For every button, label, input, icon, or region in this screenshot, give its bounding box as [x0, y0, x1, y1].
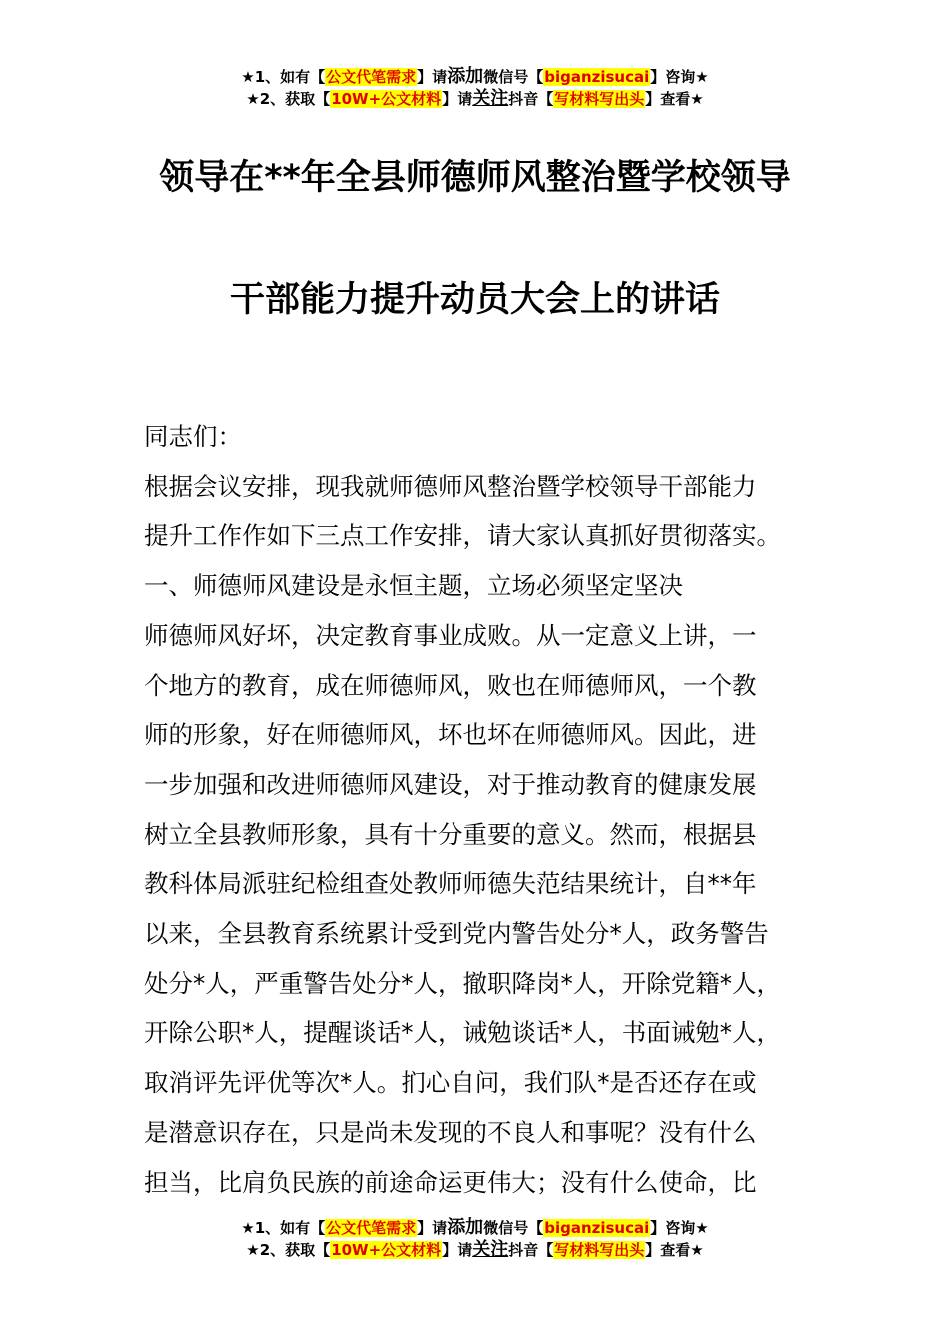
banner-line-1: ★1、如有【公文代笔需求】请添加微信号【biganzisucai】咨询★	[241, 1217, 709, 1238]
body-line: 树立全县教师形象，具有十分重要的意义。然而，根据县	[144, 819, 757, 849]
document-title-line-2: 干部能力提升动员大会上的讲话	[229, 280, 720, 320]
banner-line-2: ★2、获取【10W+公文材料】请关注抖音【写材料写出头】查看★	[246, 88, 704, 109]
body-line: 担当，比肩负民族的前途命运更伟大；没有什么使命，比	[144, 1167, 757, 1197]
body-line: 个地方的教育，成在师德师风，败也在师德师风，一个教	[144, 670, 757, 700]
highlight-wechat-id: biganzisucai	[544, 1219, 650, 1237]
body-line: 提升工作作如下三点工作安排，请大家认真抓好贯彻落实。	[144, 521, 781, 551]
body-line: 一步加强和改进师德师风建设，对于推动教育的健康发展	[144, 769, 757, 799]
document-body	[144, 412, 844, 1207]
highlight-douyin-id: 写材料写出头	[554, 1241, 645, 1259]
body-line: 取消评先评优等次*人。扪心自问，我们队*是否还存在或	[144, 1068, 757, 1098]
body-line: 同志们：	[144, 422, 242, 451]
section-heading: 一、师德师风建设是永恒主题，立场必须坚定坚决	[144, 571, 683, 601]
body-line: 开除公职*人，提醒谈话*人，诫勉谈话*人，书面诫勉*人，	[144, 1018, 781, 1048]
header-banner	[0, 66, 950, 110]
document-title-line-1: 领导在**年全县师德师风整治暨学校领导	[159, 158, 791, 198]
highlight-douyin-id: 写材料写出头	[554, 90, 645, 108]
banner-line-2: ★2、获取【10W+公文材料】请关注抖音【写材料写出头】查看★	[246, 1239, 704, 1260]
body-line: 处分*人，严重警告处分*人，撤职降岗*人，开除党籍*人，	[144, 968, 781, 998]
highlight-wechat-id: biganzisucai	[544, 68, 650, 86]
banner-line-1: ★1、如有【公文代笔需求】请添加微信号【biganzisucai】咨询★	[241, 66, 709, 87]
highlight-service: 公文代笔需求	[326, 68, 417, 86]
body-line: 根据会议安排，现我就师德师风整治暨学校领导干部能力	[144, 471, 757, 501]
body-line: 师的形象，好在师德师风，坏也坏在师德师风。因此，进	[144, 720, 757, 750]
body-line: 教科体局派驻纪检组查处教师师德失范结果统计，自**年	[144, 869, 757, 899]
body-line: 师德师风好坏，决定教育事业成败。从一定意义上讲，一	[144, 620, 757, 650]
footer-banner	[0, 1217, 950, 1261]
highlight-materials: 10W+公文材料	[331, 90, 442, 108]
highlight-materials: 10W+公文材料	[331, 1241, 442, 1259]
body-line: 以来，全县教育系统累计受到党内警告处分*人，政务警告	[144, 919, 769, 949]
highlight-service: 公文代笔需求	[326, 1219, 417, 1237]
body-line: 是潜意识存在，只是尚未发现的不良人和事呢？没有什么	[144, 1117, 757, 1147]
